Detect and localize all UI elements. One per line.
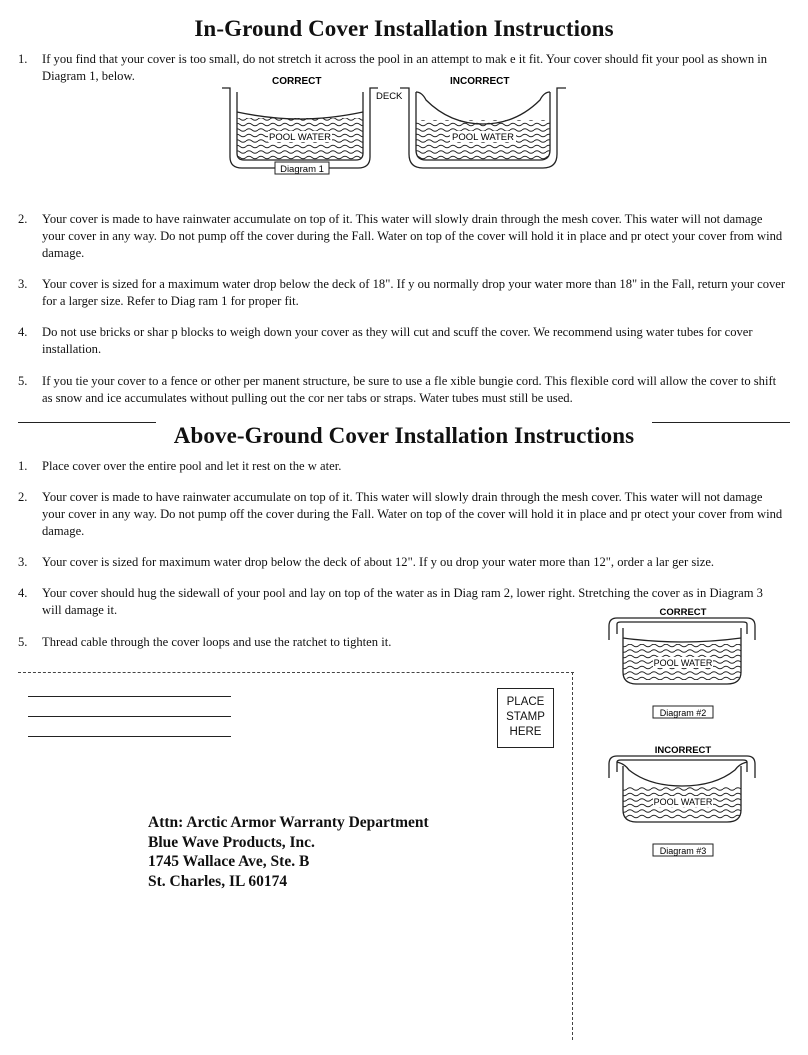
address-city: St. Charles, IL 60174 <box>148 872 288 890</box>
item-text: If you find that your cover is too small, do not stretch it across the pool in an attempt to mak e it fit. Your cover should fit your pool as shown in Diagram 1, below. <box>42 52 768 83</box>
item-text: Your cover is made to have rainwater accumulate on top of it. This water will slowly drain through the mesh cover. This water will not damage your cover in any way. Do not pump off the cover during the Fall. Water on top of the cover will hold it in place and pr otect your cover from wind damage. <box>42 212 783 260</box>
diagram1-caption: Diagram 1 <box>280 164 324 175</box>
item-text: If you tie your cover to a fence or other per manent structure, be sure to use a fle xible bungie cord. This flexible cord will allow the cover to shift as snow and ice accumulates without pulling out the cor ner tabs or straps. Water tubes must still be used. <box>42 374 777 405</box>
item-number: 5. <box>18 635 28 649</box>
address-company: Blue Wave Products, Inc. <box>148 833 315 851</box>
page-title-above-ground: Above-Ground Cover Installation Instructions <box>173 423 635 448</box>
item-number: 3. <box>18 277 28 291</box>
diagram2-correct-label: CORRECT <box>659 607 707 618</box>
item-text: Your cover is sized for maximum water drop below the deck of about 12". If y ou drop your water more than 12", order a lar ger size. <box>42 555 715 569</box>
diagram2-water-label: POOL WATER <box>653 658 713 668</box>
item-text: Your cover should hug the sidewall of your pool and lay on top of the water as in Diag ram 2, lower right. Stretching the cover as in Diagram 3 will damage it. <box>42 586 763 617</box>
item-number: 4. <box>18 325 28 339</box>
item-text: Place cover over the entire pool and let it rest on the w ater. <box>42 459 342 473</box>
item-text: Do not use bricks or shar p blocks to weigh down your cover as they will cut and scuff the cover. We recommend using water tubes for cover installation. <box>42 325 753 356</box>
cut-line-horizontal <box>18 672 574 673</box>
diagram1-incorrect-label: INCORRECT <box>450 76 510 87</box>
item-number: 5. <box>18 374 28 388</box>
item-number: 1. <box>18 459 28 473</box>
diagram3-incorrect-label: INCORRECT <box>654 745 712 756</box>
mailing-address <box>148 813 429 891</box>
diagram-3 <box>603 742 763 860</box>
page-title-in-ground: In-Ground Cover Installation Instructions <box>194 16 614 41</box>
return-address-line-3 <box>28 736 231 737</box>
address-street: 1745 Wallace Ave, Ste. B <box>148 853 310 870</box>
address-attn: Attn: Arctic Armor Warranty Department <box>148 814 429 831</box>
cut-line-vertical <box>572 672 573 1040</box>
stamp-text-line: STAMP <box>506 711 545 723</box>
item-number: 4. <box>18 586 28 600</box>
return-address-line-1 <box>28 696 231 697</box>
correct-pool-graphic <box>222 88 378 168</box>
diagram1-deck-label: DECK <box>376 91 403 102</box>
item-number: 1. <box>18 52 28 66</box>
stamp-text-line: PLACE <box>506 696 545 708</box>
item-text: Your cover is made to have rainwater accumulate on top of it. This water will slowly drain through the mesh cover. This water will not damage your cover in any way. Do not pump off the cover during the Fall. Water on top of the cover will hold it in place and pr otect your cover from wind damage. <box>42 490 783 538</box>
item-text: Your cover is sized for a maximum water drop below the deck of 18". If y ou normally drop your water more than 18" in the Fall, return your cover for a larger size. Refer to Diag ram 1 for proper fit. <box>42 277 786 308</box>
diagram1-water-label-right: POOL WATER <box>452 132 514 143</box>
stamp-text-line: HERE <box>509 726 542 738</box>
diagram1-correct-label: CORRECT <box>272 76 322 87</box>
diagram-2 <box>603 604 763 722</box>
diagram-1 <box>210 72 570 182</box>
item-number: 2. <box>18 490 28 504</box>
item-number: 2. <box>18 212 28 226</box>
diagram2-caption: Diagram #2 <box>659 708 707 718</box>
stamp-box <box>497 688 554 748</box>
diagram3-water-label: POOL WATER <box>653 797 713 807</box>
return-address-line-2 <box>28 716 231 717</box>
diagram3-caption: Diagram #3 <box>659 846 707 856</box>
diagram1-water-label-left: POOL WATER <box>269 132 331 143</box>
item-text: Thread cable through the cover loops and use the ratchet to tighten it. <box>42 635 392 649</box>
incorrect-pool-graphic <box>400 88 566 168</box>
item-number: 3. <box>18 555 28 569</box>
